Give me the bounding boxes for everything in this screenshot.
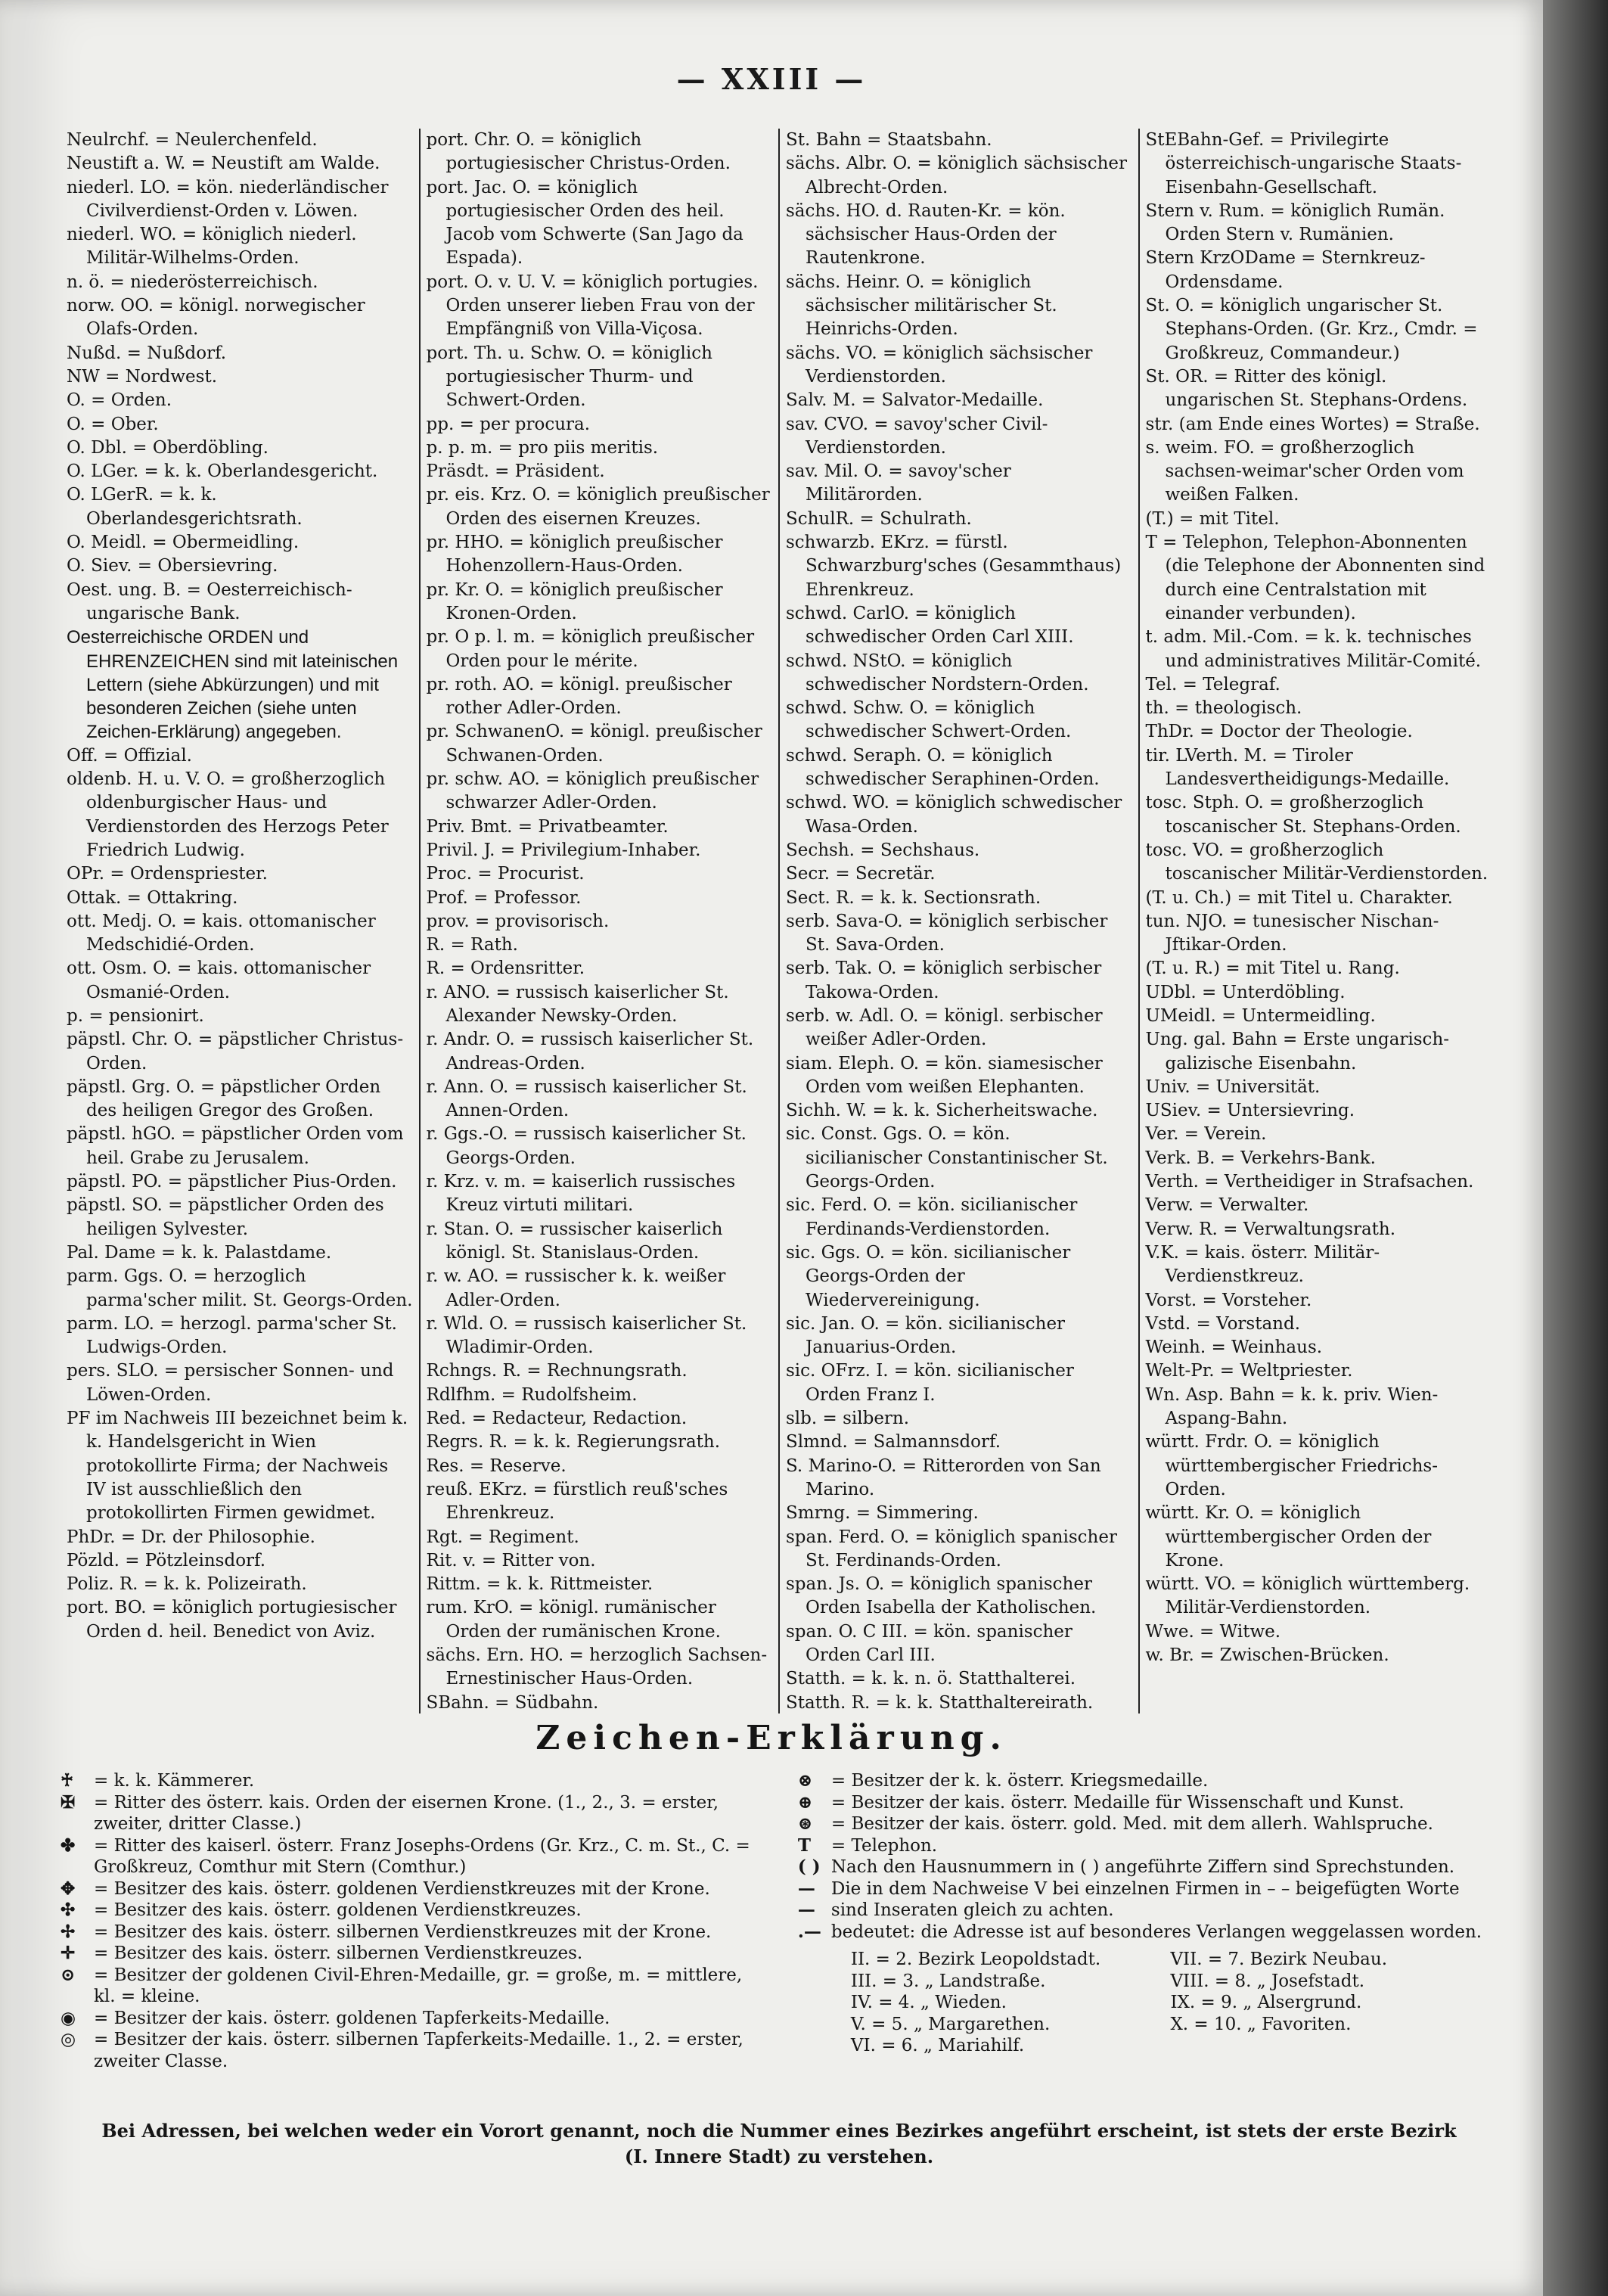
abbreviation-entry: Slmnd. = Salmannsdorf. [786,1432,1001,1452]
abbreviation-entry: n. ö. = niederösterreichisch. [67,272,318,292]
abbreviation-entry: ott. Osm. O. = kais. ottomanischer Osmanié-Orden. [67,958,371,1002]
legend-symbol-icon: ✛ [61,1943,76,1963]
abbreviation-entry: USiev. = Untersievring. [1145,1101,1355,1121]
abbreviation-entry: Verk. B. = Verkehrs-Bank. [1145,1148,1376,1168]
abbreviation-entry: (T. u. R.) = mit Titel u. Rang. [1145,958,1400,979]
abbreviation-entry: niederl. LO. = kön. niederländischer Civilverdienst-Orden v. Löwen. [67,177,389,221]
abbreviation-entry: Rchngs. R. = Rechnungsrath. [426,1361,688,1381]
abbreviation-entry: Vorst. = Vorsteher. [1145,1290,1312,1310]
abbreviation-entry: sic. Const. Ggs. O. = kön. sicilianischer Constantinischer St. Georgs-Orden. [786,1124,1108,1192]
legend-symbol-icon: ⊕ [797,1791,813,1813]
abbreviation-entry: ThDr. = Doctor der Theologie. [1145,722,1413,742]
abbreviation-entry: Neustift a. W. = Neustift am Walde. [67,154,380,174]
legend-text: Nach den Hausnummern in ( ) angeführte Ziffern sind Sprechstunden. [830,1857,1455,1877]
legend-text: = Besitzer der kais. österr. goldenen Tapferkeits-Medaille. [94,2008,610,2028]
abbreviation-entry: päpstl. PO. = päpstlicher Pius-Orden. [67,1172,397,1192]
legend-row [798,1856,1490,1878]
abbreviation-entry: r. Andr. O. = russisch kaiserlicher St. Andreas-Orden. [426,1030,754,1073]
legend-row [798,1813,1490,1835]
abbreviation-entry: siam. Eleph. O. = kön. siamesischer Orden vom weißen Elephanten. [786,1053,1103,1097]
abbreviation-entry: V.K. = kais. österr. Militär-Verdienstkreuz. [1145,1242,1380,1287]
abbreviation-entry: Ottak. = Ottakring. [67,887,238,908]
legend-text: = Besitzer des kais. österr. goldenen Verdienstkreuzes. [94,1900,582,1920]
legend-row [798,1835,1490,1857]
legend-right-items [798,1770,1490,1943]
abbreviation-entry: württ. VO. = königlich württemberg. Militär-Verdienstorden. [1145,1574,1470,1618]
abbreviation-entry: rum. KrO. = königl. rumänischer Orden der rumänischen Krone. [426,1598,721,1642]
abbreviation-entry: pers. SLO. = persischer Sonnen- und Löwen-Orden. [67,1361,394,1405]
district-entry: VII. = 7. Bezirk Neubau. [1170,1950,1388,1969]
legend-text: = Telephon. [830,1835,938,1856]
abbreviation-entry: sächs. Ern. HO. = herzoglich Sachsen-Ernestinischer Haus-Orden. [426,1645,768,1689]
abbreviation-entry: Wn. Asp. Bahn = k. k. priv. Wien-Aspang-Bahn. [1145,1384,1439,1429]
legend-row [798,1922,1490,1943]
legend-text: = Besitzer der k. k. österr. Kriegsmedaille. [830,1771,1209,1791]
abbreviation-entry: pr. roth. AO. = königl. preußischer rother Adler-Orden. [426,674,732,719]
abbreviation-entry: Stern v. Rum. = königlich Rumän. Orden Stern v. Rumänien. [1145,200,1445,245]
legend-row [61,1878,768,1900]
abbreviation-entry: R. = Ordensritter. [426,958,585,979]
abbreviation-entry: serb. Sava-O. = königlich serbischer St. Sava-Orden. [786,911,1108,955]
column-2 [419,129,779,1713]
abbreviation-columns [61,129,1498,1713]
abbreviation-entry: pr. schw. AO. = königlich preußischer schwarzer Adler-Orden. [426,769,759,813]
abbreviation-entry: PF im Nachweis III bezeichnet beim k. k. Handelsgericht in Wien protokollirte Firma; der Nachweis IV ist ausschließlich den protokollirten Firmen gewidmet. [67,1409,408,1524]
abbreviation-entry: r. w. AO. = russischer k. k. weißer Adler-Orden. [426,1266,726,1310]
abbreviation-entry: SchulR. = Schulrath. [786,508,972,529]
abbreviation-entry: St. OR. = Ritter des königl. ungarischen St. Stephans-Ordens. [1145,366,1468,411]
abbreviation-entry: Red. = Redacteur, Redaction. [426,1409,688,1429]
legend-row [61,1792,768,1835]
legend-text: = Besitzer der kais. österr. gold. Med. mit dem allerh. Wahlspruche. [830,1814,1433,1834]
abbreviation-entry: Rgt. = Regiment. [426,1527,579,1547]
abbreviation-entry: schwd. WO. = königlich schwedischer Wasa-Orden. [786,793,1122,837]
abbreviation-entry: span. O. C III. = kön. spanischer Orden Carl III. [786,1621,1073,1665]
abbreviation-entry: span. Ferd. O. = königlich spanischer St. Ferdinands-Orden. [786,1527,1117,1571]
legend-symbol-icon: ⊛ [797,1813,813,1834]
abbreviation-entry: Präsdt. = Präsident. [426,461,605,482]
abbreviation-entry: sächs. Albr. O. = königlich sächsischer Albrecht-Orden. [786,154,1127,197]
column-1 [61,129,419,1713]
abbreviation-entry: Secr. = Secretär. [786,864,936,884]
legend-text: = Besitzer der kais. österr. Medaille für Wissenschaft und Kunst. [830,1792,1405,1813]
legend-text: = Ritter des kaiserl. österr. Franz Josephs-Ordens (Gr. Krz., C. m. St., C. = Großkreuz, Comthur mit Stern (Comthur.) [94,1835,750,1877]
legend-left [61,1770,783,2111]
legend-row [61,1922,768,1943]
abbreviation-entry: r. Ann. O. = russisch kaiserlicher St. Annen-Orden. [426,1077,747,1121]
abbreviation-entry: Univ. = Universität. [1145,1077,1321,1097]
abbreviation-entry: Salv. M. = Salvator-Medaille. [786,390,1044,411]
abbreviation-entry: Welt-Pr. = Weltpriester. [1145,1361,1353,1381]
abbreviation-entry: Ver. = Verein. [1145,1124,1267,1145]
abbreviation-entry: port. BO. = königlich portugiesischer Orden d. heil. Benedict von Aviz. [67,1598,397,1642]
abbreviation-entry: St. Bahn = Staatsbahn. [786,130,992,150]
abbreviation-entry: Statth. = k. k. n. ö. Statthalterei. [786,1669,1076,1689]
abbreviation-entry: sic. Jan. O. = kön. sicilianischer Januarius-Orden. [786,1313,1066,1358]
abbreviation-entry: slb. = silbern. [786,1409,910,1429]
abbreviation-entry: tosc. VO. = großherzoglich toscanischer Militär-Verdienstorden. [1145,840,1488,884]
legend-text: = Ritter des österr. kais. Orden der eisernen Krone. (1., 2., 3. = erster, zweiter, dritter Classe.) [94,1792,719,1834]
district-entry: V. = 5. „ Margarethen. [850,2014,1051,2034]
abbreviation-entry: O. = Ober. [67,414,159,434]
abbreviation-entry: Rittm. = k. k. Rittmeister. [426,1574,653,1595]
abbreviation-entry: schwarzb. EKrz. = fürstl. Schwarzburg'sches (Gesammthaus) Ehrenkreuz. [786,533,1122,600]
abbreviation-entry: schwd. NStO. = königlich schwedischer Nordstern-Orden. [786,651,1089,694]
legend-row [798,1770,1490,1792]
legend-symbol-icon: ✢ [61,1921,76,1942]
abbreviation-entry: sächs. HO. d. Rauten-Kr. = kön. sächsischer Haus-Orden der Rautenkrone. [786,200,1066,269]
abbreviation-entry: O. LGerR. = k. k. Oberlandesgerichtsrath. [67,485,303,529]
abbreviation-entry: Poliz. R. = k. k. Polizeirath. [67,1574,307,1595]
legend-symbol-icon: ✣ [61,1900,76,1920]
abbreviation-entry: pp. = per procura. [426,414,591,434]
abbreviation-entry: StEBahn-Gef. = Privilegirte österreichisch-ungarische Staats-Eisenbahn-Gesellschaft. [1145,130,1462,197]
abbreviation-entry: UDbl. = Unterdöbling. [1145,982,1346,1002]
abbreviation-entry: SBahn. = Südbahn. [426,1692,599,1713]
abbreviation-entry: Proc. = Procurist. [426,864,585,884]
abbreviation-entry: oldenb. H. u. V. O. = großherzoglich oldenburgischer Haus- und Verdienstorden des Herzogs Peter Friedrich Ludwig. [67,769,389,860]
legend-row [61,1943,768,1965]
abbreviation-entry: port. Th. u. Schw. O. = königlich portugiesischer Thurm- und Schwert-Orden. [426,343,712,411]
abbreviation-entry: Sechsh. = Sechshaus. [786,840,980,860]
district-entry: IV. = 4. „ Wieden. [850,1993,1007,2012]
abbreviation-entry: Rdlfhm. = Rudolfsheim. [426,1384,638,1405]
abbreviation-entry: Stern KrzODame = Sternkreuz-Ordensdame. [1145,248,1426,292]
legend-row [61,2008,768,2030]
abbreviation-entry: (T. u. Ch.) = mit Titel u. Charakter. [1145,887,1453,908]
district-entry: X. = 10. „ Favoriten. [1170,2014,1352,2034]
district-entry: IX. = 9. „ Alsergrund. [1170,1993,1362,2012]
abbreviation-entry: OPr. = Ordenspriester. [67,864,268,884]
abbreviation-entry: sächs. VO. = königlich sächsischer Verdienstorden. [786,343,1093,387]
abbreviation-entry: serb. Tak. O. = königlich serbischer Takowa-Orden. [786,958,1102,1002]
abbreviation-entry: Nußd. = Nußdorf. [67,343,227,363]
legend-text: = k. k. Kämmerer. [94,1771,255,1791]
abbreviation-entry: Pözld. = Pötzleinsdorf. [67,1550,266,1571]
page-number: — XXIII — [676,62,867,96]
legend-title: Zeichen-Erklärung. [535,1719,1007,1757]
abbreviation-entry: R. = Rath. [426,935,518,955]
abbreviation-entry: Pal. Dame = k. k. Palastdame. [67,1242,332,1263]
abbreviation-entry: pr. eis. Krz. O. = königlich preußischer Orden des eisernen Kreuzes. [426,485,770,529]
legend-text: = Besitzer der kais. österr. silbernen Tapferkeits-Medaille. 1., 2. = erster, zweiter Classe. [94,2030,743,2071]
legend-row [61,1835,768,1878]
abbreviation-entry: Vstd. = Vorstand. [1145,1313,1301,1334]
abbreviation-entry: päpstl. SO. = päpstlicher Orden des heiligen Sylvester. [67,1195,384,1239]
abbreviation-entry: w. Br. = Zwischen-Brücken. [1145,1645,1389,1665]
legend-row [798,1878,1490,1922]
legend-symbol-icon: ✠ [61,1791,76,1813]
legend-symbol-icon: ✤ [61,1835,76,1856]
abbreviation-entry: Regrs. R. = k. k. Regierungsrath. [426,1432,721,1452]
abbreviation-entry: Verw. R. = Verwaltungsrath. [1145,1219,1396,1239]
legend-text: = Besitzer der goldenen Civil-Ehren-Medaille, gr. = große, m. = mittlere, kl. = kleine. [94,1965,743,2006]
abbreviation-entry: päpstl. Chr. O. = päpstlicher Christus-Orden. [67,1030,404,1073]
abbreviation-entry: sic. Ggs. O. = kön. sicilianischer Georgs-Orden der Wiedervereinigung. [786,1242,1071,1310]
abbreviation-entry: sächs. Heinr. O. = königlich sächsischer militärischer St. Heinrichs-Orden. [786,272,1057,340]
abbreviation-entry: sic. Ferd. O. = kön. sicilianischer Ferdinands-Verdienstorden. [786,1195,1078,1239]
abbreviation-entry: prov. = provisorisch. [426,911,610,931]
abbreviation-entry: port. Jac. O. = königlich portugiesischer Orden des heil. Jacob vom Schwerte (San Jago da Espada). [426,177,743,269]
abbreviation-entry: tir. LVerth. M. = Tiroler Landesvertheidigungs-Medaille. [1145,745,1450,790]
abbreviation-entry: St. O. = königlich ungarischer St. Stephans-Orden. (Gr. Krz., Cmdr. = Großkreuz, Commandeur.) [1145,296,1478,363]
abbreviation-entry: päpstl. hGO. = päpstlicher Orden vom heil. Grabe zu Jerusalem. [67,1124,404,1168]
column-4 [1138,129,1498,1713]
abbreviation-entry: pr. HHO. = königlich preußischer Hohenzollern-Haus-Orden. [426,533,723,576]
legend-symbol-icon: .— [797,1921,821,1942]
abbreviation-entry: r. ANO. = russisch kaiserlicher St. Alexander Newsky-Orden. [426,982,729,1026]
district-entry: III. = 3. „ Landstraße. [850,1971,1046,1991]
abbreviation-entry: serb. w. Adl. O. = königl. serbischer weißer Adler-Orden. [786,1005,1103,1050]
abbreviation-entry: T = Telephon, Telephon-Abonnenten (die Telephone der Abonnenten sind durch eine Centralstation mit einander verbunden). [1145,533,1485,623]
abbreviation-entry: p. = pensionirt. [67,1005,204,1026]
abbreviation-entry: schwd. CarlO. = königlich schwedischer Orden Carl XIII. [786,603,1074,648]
abbreviation-entry: O. = Orden. [67,390,172,411]
legend-symbol-icon: ◎ [61,2029,76,2049]
abbreviation-entry: pr. Kr. O. = königlich preußischer Kronen-Orden. [426,579,723,623]
abbreviation-entry: p. p. m. = pro piis meritis. [426,437,659,458]
legend-symbol-icon: ♰ [61,1770,74,1791]
abbreviation-entry: Neulrchf. = Neulerchenfeld. [67,130,318,150]
abbreviation-entry: Verth. = Vertheidiger in Strafsachen. [1145,1172,1474,1192]
legend-text: = Besitzer des kais. österr. silbernen Verdienstkreuzes. [94,1943,583,1963]
abbreviation-entry: Oesterreichische ORDEN und EHRENZEICHEN sind mit lateinischen Lettern (siehe Abkürzungen) und mit besonderen Zeichen (siehe unten Zeichen-Erklärung) angegeben. [67,627,399,743]
legend-symbol-icon: ⊙ [61,1964,76,1985]
abbreviation-entry: Rit. v. = Ritter von. [426,1550,596,1571]
abbreviation-entry: r. Ggs.-O. = russisch kaiserlicher St. Georgs-Orden. [426,1124,747,1168]
legend-text: = Besitzer des kais. österr. goldenen Verdienstkreuzes mit der Krone. [94,1878,710,1899]
abbreviation-entry: s. weim. FO. = großherzoglich sachsen-weimar'scher Orden vom weißen Falken. [1145,437,1464,505]
abbreviation-entry: parm. Ggs. O. = herzoglich parma'scher milit. St. Georgs-Orden. [67,1266,413,1310]
abbreviation-entry: str. (am Ende eines Wortes) = Straße. [1145,414,1480,434]
abbreviation-entry: r. Stan. O. = russischer kaiserlich königl. St. Stanislaus-Orden. [426,1219,723,1263]
abbreviation-entry: O. Meidl. = Obermeidling. [67,533,300,553]
legend-row [61,1900,768,1922]
abbreviation-entry: päpstl. Grg. O. = päpstlicher Orden des heiligen Gregor des Großen. [67,1077,381,1121]
legend-text: bedeutet: die Adresse ist auf besonderes Verlangen weggelassen worden. [830,1922,1482,1942]
abbreviation-entry: parm. LO. = herzogl. parma'scher St. Ludwigs-Orden. [67,1313,397,1358]
abbreviation-entry: württ. Frdr. O. = königlich württembergischer Friedrichs-Orden. [1145,1432,1438,1499]
legend-symbol-icon: ◉ [61,2007,76,2028]
legend-row [798,1792,1490,1814]
symbol-legend [61,1770,1490,2111]
legend-symbol-icon: ( ) [797,1856,821,1877]
abbreviation-entry: Wwe. = Witwe. [1145,1621,1281,1642]
abbreviation-entry: r. Krz. v. m. = kaiserlich russisches Kreuz virtuti militari. [426,1172,736,1216]
abbreviation-entry: tosc. Stph. O. = großherzoglich toscanischer St. Stephans-Orden. [1145,793,1461,837]
abbreviation-entry: sic. OFrz. I. = kön. sicilianischer Orden Franz I. [786,1361,1074,1405]
legend-row [61,1965,768,2008]
abbreviation-entry: ott. Medj. O. = kais. ottomanischer Medschidié-Orden. [67,911,376,955]
abbreviation-entry: O. Dbl. = Oberdöbling. [67,437,269,458]
legend-symbol-icon: ✥ [61,1878,76,1899]
abbreviation-entry: reuß. EKrz. = fürstlich reuß'sches Ehrenkreuz. [426,1479,728,1524]
abbreviation-entry: span. Js. O. = königlich spanischer Orden Isabella der Katholischen. [786,1574,1097,1618]
abbreviation-entry: schwd. Schw. O. = königlich schwedischer Schwert-Orden. [786,698,1072,742]
abbreviation-entry: O. LGer. = k. k. Oberlandesgericht. [67,461,378,482]
abbreviation-entry: pr. SchwanenO. = königl. preußischer Schwanen-Orden. [426,722,762,766]
abbreviation-entry: Privil. J. = Privilegium-Inhaber. [426,840,701,860]
abbreviation-entry: S. Marino-O. = Ritterorden von San Marino. [786,1456,1101,1499]
abbreviation-entry: Weinh. = Weinhaus. [1145,1338,1323,1358]
abbreviation-entry: sav. CVO. = savoy'scher Civil-Verdienstorden. [786,414,1048,458]
abbreviation-entry: port. O. v. U. V. = königlich portugies. Orden unserer lieben Frau von der Empfängniß von Villa-Viçosa. [426,272,759,340]
legend-symbol-icon: — — [797,1878,815,1920]
column-3 [778,129,1138,1713]
abbreviation-entry: sav. Mil. O. = savoy'scher Militärorden. [786,461,1011,505]
abbreviation-entry: Smrng. = Simmering. [786,1503,979,1524]
abbreviation-entry: württ. Kr. O. = königlich württembergischer Orden der Krone. [1145,1503,1432,1571]
abbreviation-entry: Statth. R. = k. k. Statthaltereirath. [786,1692,1094,1713]
district-list [798,1949,1490,2057]
abbreviation-entry: Sect. R. = k. k. Sectionsrath. [786,887,1041,908]
abbreviation-entry: Oest. ung. B. = Oesterreichisch-ungarische Bank. [67,579,352,623]
abbreviation-entry: UMeidl. = Untermeidling. [1145,1005,1376,1026]
abbreviation-entry: port. Chr. O. = königlich portugiesischer Christus-Orden. [426,130,731,174]
abbreviation-entry: Tel. = Telegraf. [1145,674,1281,694]
abbreviation-entry: t. adm. Mil.-Com. = k. k. technisches und administratives Militär-Comité. [1145,627,1482,671]
legend-right [783,1770,1490,2111]
district-entry: VI. = 6. „ Mariahilf. [850,2036,1025,2055]
abbreviation-entry: r. Wld. O. = russisch kaiserlicher St. Wladimir-Orden. [426,1313,747,1358]
abbreviation-entry: Ung. gal. Bahn = Erste ungarisch-galizische Eisenbahn. [1145,1030,1450,1073]
abbreviation-entry: Prof. = Professor. [426,887,582,908]
abbreviation-entry: niederl. WO. = königlich niederl. Militär-Wilhelms-Orden. [67,225,357,269]
legend-row [61,2029,768,2072]
abbreviation-entry: O. Siev. = Obersievring. [67,556,278,576]
abbreviation-entry: th. = theologisch. [1145,698,1302,719]
legend-text: Die in dem Nachweise V bei einzelnen Firmen in – – beigefügten Worte sind Inseraten gleich zu achten. [830,1878,1460,1920]
district-entry: VIII. = 8. „ Josefstadt. [1170,1971,1365,1991]
abbreviation-entry: Res. = Reserve. [426,1456,567,1476]
abbreviation-entry: tun. NJO. = tunesischer Nischan-Jftikar-Orden. [1145,911,1439,955]
abbreviation-entry: norw. OO. = königl. norwegischer Olafs-Orden. [67,296,365,340]
legend-symbol-icon: ⊗ [797,1770,813,1791]
abbreviation-entry: NW = Nordwest. [67,366,218,387]
abbreviation-entry: Off. = Offizial. [67,745,192,766]
abbreviation-entry: pr. O p. l. m. = königlich preußischer Orden pour le mérite. [426,627,755,671]
abbreviation-entry: Priv. Bmt. = Privatbeamter. [426,816,669,837]
legend-text: = Besitzer des kais. österr. silbernen Verdienstkreuzes mit der Krone. [94,1922,712,1942]
legend-symbol-icon: T [797,1835,812,1856]
district-entry: II. = 2. Bezirk Leopoldstadt. [850,1950,1101,1969]
abbreviation-entry: Sichh. W. = k. k. Sicherheitswache. [786,1101,1098,1121]
footnote: Bei Adressen, bei welchen weder ein Vorort genannt, noch die Nummer eines Bezirkes angeführt erscheint, ist stets der erste Bezirk (I. Innere Stadt) zu verstehen. [101,2120,1457,2167]
abbreviation-entry: PhDr. = Dr. der Philosophie. [67,1527,315,1547]
abbreviation-entry: Verw. = Verwalter. [1145,1195,1309,1216]
abbreviation-entry: (T.) = mit Titel. [1145,508,1280,529]
abbreviation-entry: schwd. Seraph. O. = königlich schwedischer Seraphinen-Orden. [786,745,1100,790]
legend-row [61,1770,768,1792]
scan-background-edge [1543,0,1608,2296]
